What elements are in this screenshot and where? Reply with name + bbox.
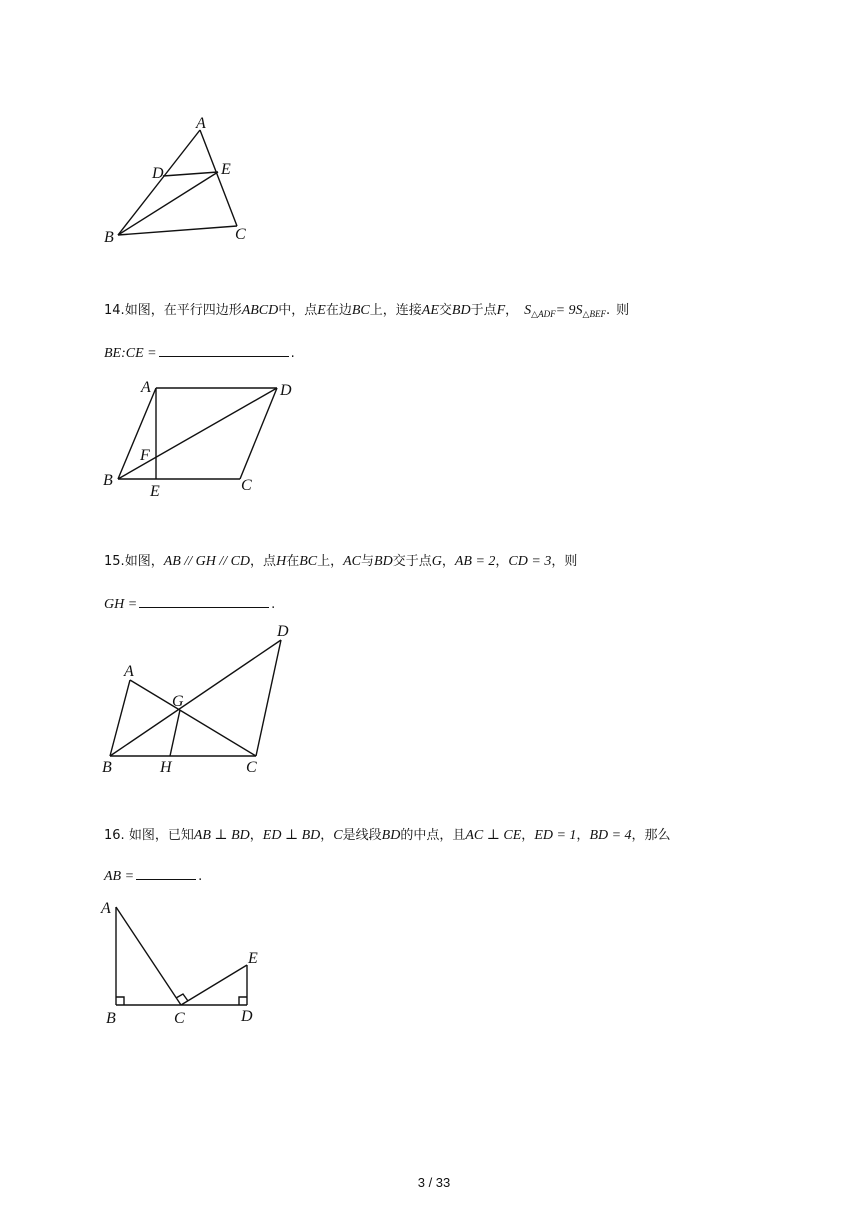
q14-text: 如图，在平行四边形 — [124, 303, 242, 318]
page-number: 3 / 33 — [417, 1175, 451, 1190]
right-angle-mark-D — [239, 997, 247, 1005]
label-C: C — [235, 226, 246, 243]
q16-math: AB = — [104, 869, 135, 884]
q14-text: . — [605, 303, 611, 318]
segment-AB — [118, 388, 156, 479]
q15-text: ，则 — [551, 554, 578, 569]
q14-text: 于点 — [470, 303, 497, 318]
segment-DE — [163, 172, 218, 176]
q16-math: BD = 4 — [589, 828, 632, 843]
q14-math: F — [496, 303, 506, 318]
question-number: 16. — [104, 828, 125, 843]
q16-text: . — [198, 869, 203, 884]
q14-math: BD — [451, 303, 471, 318]
q16-text: 如图，已知 — [124, 828, 194, 843]
q16-text: 的中点，且 — [400, 828, 466, 843]
q15-text: 交于点 — [392, 554, 432, 569]
figure-q16-svg — [96, 895, 276, 1035]
q14-math: E — [317, 303, 326, 318]
figure-q13-svg — [90, 110, 270, 250]
label-A: A — [101, 900, 111, 917]
label-D: D — [152, 165, 164, 182]
label-B: B — [102, 759, 112, 776]
q14-math: AE — [421, 303, 439, 318]
q16-math: C — [333, 828, 343, 843]
segment-AB — [118, 130, 200, 235]
label-E: E — [150, 483, 160, 500]
right-angle-mark-B — [116, 997, 124, 1005]
label-E: E — [248, 950, 258, 967]
label-C: C — [241, 477, 252, 494]
segment-AC — [130, 680, 256, 756]
q14-math: BC — [351, 303, 370, 318]
q16-text: ，那么 — [631, 828, 671, 843]
question-16-line-2 — [104, 865, 202, 886]
q16-math: ED ⊥ BD — [262, 828, 321, 843]
label-A: A — [196, 115, 206, 132]
q16-math: ED = 1 — [534, 828, 577, 843]
segment-BD — [110, 640, 281, 756]
q16-text: ， — [320, 828, 334, 843]
answer-blank[interactable] — [136, 865, 196, 880]
question-number: 15. — [104, 554, 125, 569]
answer-blank[interactable] — [159, 342, 289, 357]
q15-math: BC — [299, 554, 318, 569]
q15-math: AB // GH // CD — [163, 554, 251, 569]
q16-math: AC ⊥ CE — [465, 828, 522, 843]
q15-text: 上， — [317, 554, 344, 569]
segment-CE — [181, 965, 247, 1005]
q14-text: . — [290, 346, 295, 361]
q15-math: G — [431, 554, 442, 569]
segment-BD — [118, 388, 277, 479]
label-D: D — [280, 382, 292, 399]
q15-text: 与 — [361, 554, 375, 569]
q15-math: H — [276, 554, 287, 569]
q16-math: AB ⊥ BD — [193, 828, 250, 843]
q16-text: ， — [249, 828, 263, 843]
figure-q15-svg — [96, 620, 306, 780]
q14-text: 则 — [616, 303, 630, 318]
figure-q16 — [96, 895, 276, 1035]
label-B: B — [106, 1010, 116, 1027]
question-number: 14. — [104, 303, 125, 318]
q15-math: BD — [374, 554, 393, 569]
q15-math: GH = — [104, 597, 138, 612]
segment-BE — [118, 172, 218, 235]
label-D: D — [277, 623, 289, 640]
segment-DC — [240, 388, 277, 479]
answer-blank[interactable] — [139, 593, 269, 608]
label-H: H — [160, 759, 172, 776]
segment-CD — [256, 640, 281, 756]
q14-math: = 9S — [555, 303, 583, 318]
q14-text: 上，连接 — [369, 303, 422, 318]
question-15-line-1 — [104, 553, 577, 571]
q15-text: 如图， — [124, 554, 164, 569]
segment-GH — [170, 710, 180, 756]
figure-q14-svg — [96, 372, 306, 502]
q16-text: ， — [576, 828, 590, 843]
label-C: C — [246, 759, 257, 776]
q16-math: BD — [381, 828, 401, 843]
figure-q13-triangle — [90, 110, 270, 250]
q15-math: CD = 3 — [508, 554, 552, 569]
question-16-line-1 — [104, 827, 671, 845]
label-B: B — [103, 472, 113, 489]
figure-q15 — [96, 620, 306, 780]
q14-subscript: △BEF — [582, 309, 606, 319]
q14-area-symbol: S — [524, 303, 532, 318]
question-15-line-2 — [104, 593, 275, 614]
label-C: C — [174, 1010, 185, 1027]
q15-text: ，点 — [250, 554, 277, 569]
label-B: B — [104, 229, 114, 246]
q14-math: ABCD — [241, 303, 279, 318]
q16-text: ， — [521, 828, 535, 843]
q15-text: ， — [495, 554, 509, 569]
q14-text: ， — [505, 303, 519, 318]
q14-text: 在边 — [325, 303, 352, 318]
q15-math: AB = 2 — [454, 554, 496, 569]
segment-BC — [118, 226, 237, 235]
q14-subscript: △ADF — [531, 309, 556, 319]
q15-text: ， — [441, 554, 455, 569]
label-F: F — [140, 447, 150, 464]
question-14-line-2 — [104, 342, 295, 363]
segment-AC — [200, 130, 237, 226]
figure-q14-parallelogram — [96, 372, 306, 502]
q14-text: 中，点 — [278, 303, 318, 318]
q14-text: 交 — [438, 303, 452, 318]
q15-math: AC — [343, 554, 361, 569]
q14-math: BE:CE = — [104, 346, 157, 361]
label-E: E — [221, 161, 231, 178]
q16-text: 是线段 — [342, 828, 382, 843]
label-A: A — [141, 379, 151, 396]
q15-text: . — [271, 597, 276, 612]
q15-text: 在 — [286, 554, 300, 569]
label-D: D — [241, 1008, 253, 1025]
label-G: G — [172, 693, 184, 710]
question-14-line-1 — [104, 302, 629, 323]
label-A: A — [124, 663, 134, 680]
segment-AC — [116, 907, 181, 1005]
